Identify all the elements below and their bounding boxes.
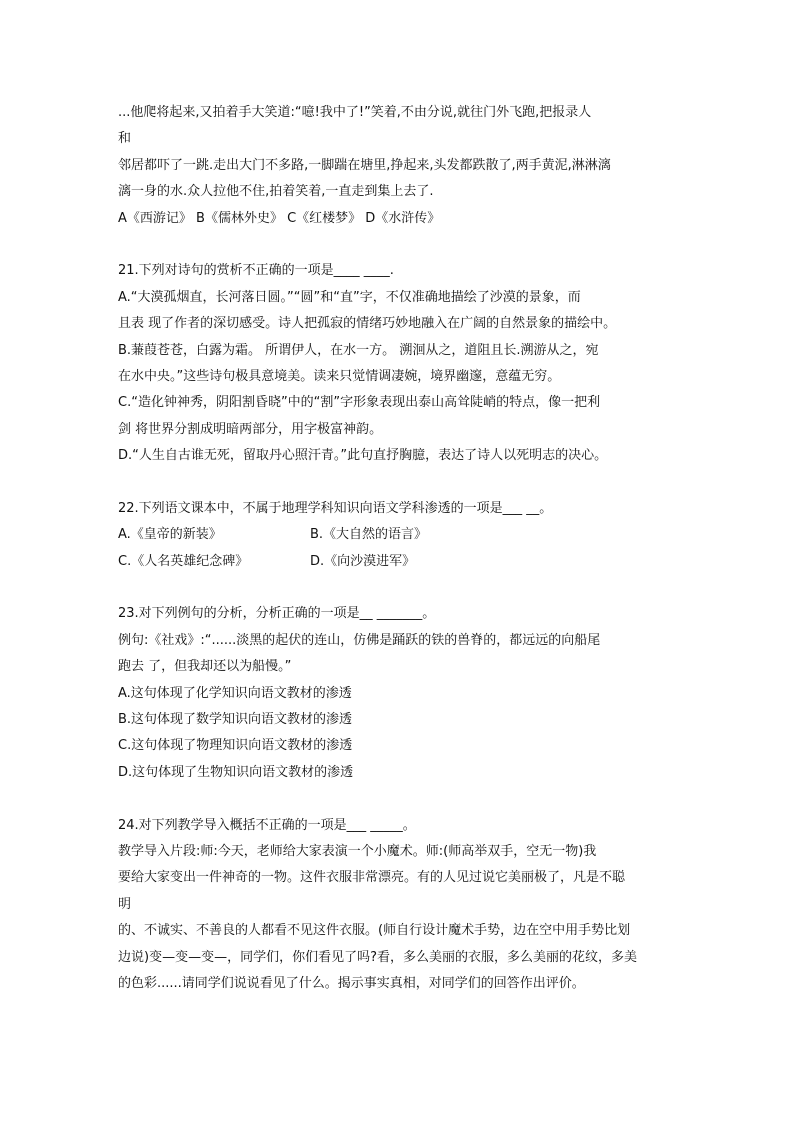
q20-options: A《西游记》 B《儒林外史》 C《红楼梦》 D《水浒传》: [118, 210, 441, 226]
question-22: [118, 496, 678, 575]
q21-line: C.“造化钟神秀，阴阳割昏晓”中的“割”字形象表现出泰山高耸陡峭的特点，像一把利: [118, 395, 601, 411]
q23-stem: 23.对下列例句的分析，分析正确的一项是__ _______。: [118, 606, 436, 622]
q23-line: B.这句体现了数学知识向语文教材的渗透: [118, 711, 353, 727]
q21-line: D.“人生自古谁无死，留取丹心照汗青。”此句直抒胸臆，表达了诗人以死明志的决心。: [118, 448, 608, 464]
q24-line: 明: [118, 896, 132, 912]
q22-option-b: B.《大自然的语言》: [310, 527, 428, 543]
q20-line: 邻居都吓了一跳.走出大门不多路,一脚踹在塘里,挣起来,头发都跌散了,两手黄泥,淋淋漓: [118, 157, 611, 173]
q22-option-row: [118, 522, 678, 548]
q23-line: A.这句体现了化学知识向语文教材的渗透: [118, 685, 352, 701]
q21-line: 在水中央。”这些诗句极具意境美。读来只觉情调凄婉，境界幽邃，意蕴无穷。: [118, 368, 561, 384]
question-23: [118, 601, 678, 786]
question-24: [118, 813, 678, 998]
q21-line: 剑 将世界分割成明暗两部分，用字极富神韵。: [118, 421, 383, 437]
q22-option-a: A.《皇帝的新装》: [118, 527, 222, 543]
q22-option-c: C.《人名英雄纪念碑》: [118, 553, 249, 569]
q24-line: 边说)变—变—变—，同学们，你们看见了吗?看，多么美丽的衣服，多么美丽的花纹，多美: [118, 949, 637, 965]
q24-line: 教学导入片段:师:今天，老师给大家表演一个小魔术。师:(师高举双手，空无一物)我: [118, 843, 597, 859]
document-page: [118, 100, 678, 997]
q24-line: 要给大家变出一件神奇的一物。这件衣服非常漂亮。有的人见过说它美丽极了，凡是不聪: [118, 870, 626, 886]
q23-line: 例句:《社戏》:“......淡黑的起伏的连山，仿佛是踊跃的铁的兽脊的，都远远的向船尾: [118, 632, 601, 648]
q23-line: C.这句体现了物理知识向语文教材的渗透: [118, 738, 353, 754]
q21-line: B.蒹葭苍苍，白露为霜。 所谓伊人，在水一方。 溯洄从之，道阻且长.溯游从之，宛: [118, 342, 599, 358]
q20-line: ...他爬将起来,又拍着手大笑道:“噫!我中了!”笑着,不由分说,就往门外飞跑,把报录人: [118, 105, 592, 120]
q20-line: 漓一身的水.众人拉他不住,拍着笑着,一直走到集上去了.: [118, 184, 434, 200]
q23-line: D.这句体现了生物知识向语文教材的渗透: [118, 764, 354, 780]
q22-option-d: D.《向沙漠进军》: [310, 553, 416, 569]
q24-line: 的色彩......请同学们说说看见了什么。揭示事实真相，对同学们的回答作出评价。: [118, 975, 585, 991]
question-21: [118, 258, 678, 469]
q23-line: 跑去 了，但我却还以为船慢。”: [118, 659, 292, 675]
q21-line: 且表 现了作者的深切感受。诗人把孤寂的情绪巧妙地融入在广阔的自然景象的描绘中。: [118, 316, 617, 332]
q22-option-row: [118, 549, 678, 575]
q24-stem: 24.对下列教学导入概括不正确的一项是___ _____。: [118, 817, 416, 833]
q21-line: A.“大漠孤烟直，长河落日圆。”“圆”和“直”字，不仅准确地描绘了沙漠的景象，而: [118, 289, 581, 305]
q20-line: 和: [118, 131, 132, 147]
q21-stem: 21.下列对诗句的赏析不正确的一项是____ ____.: [118, 263, 394, 279]
q22-stem: 22.下列语文课本中，不属于地理学科知识向语文学科渗透的一项是___ __。: [118, 500, 553, 516]
q24-line: 的、不诚实、不善良的人都看不见这件衣服。(师自行设计魔术手势，边在空中用手势比划: [118, 923, 631, 939]
q20-passage: [118, 100, 678, 232]
